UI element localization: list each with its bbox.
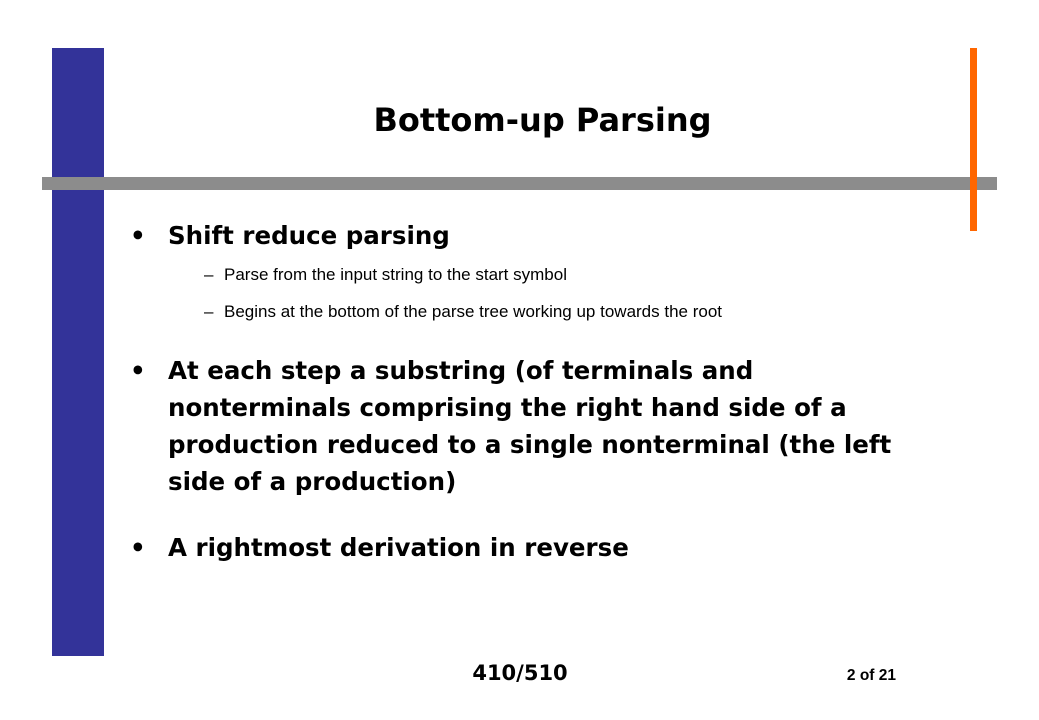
bullet-text: At each step a substring (of terminals and nonterminals comprising the right hand side of a production reduced to a single nonterminal (the left side of a production) [168, 356, 892, 496]
sub-bullet-1-2 [204, 301, 964, 323]
bullet-text: A rightmost derivation in reverse [168, 533, 629, 562]
bullet-glyph: • [130, 356, 146, 385]
sub-bullet-text: Parse from the input string to the start symbol [224, 265, 567, 284]
bullet-glyph: • [130, 533, 146, 562]
bullet-item-2 [130, 352, 930, 500]
course-number: 410/510 [472, 661, 568, 685]
sub-bullet-1-1 [204, 264, 964, 286]
slide-title: Bottom-up Parsing [373, 101, 712, 139]
title-divider [42, 177, 997, 190]
page-indicator: 2 of 21 [846, 667, 896, 684]
left-decorative-bar [52, 48, 104, 656]
bullet-text: Shift reduce parsing [168, 221, 450, 250]
dash-glyph: – [204, 302, 214, 321]
sub-bullet-text: Begins at the bottom of the parse tree working up towards the root [224, 302, 723, 321]
bullet-item-3 [130, 529, 930, 566]
dash-glyph: – [204, 265, 214, 284]
bullet-item-1 [130, 217, 930, 254]
accent-bar [970, 48, 977, 231]
bullet-glyph: • [130, 221, 146, 250]
